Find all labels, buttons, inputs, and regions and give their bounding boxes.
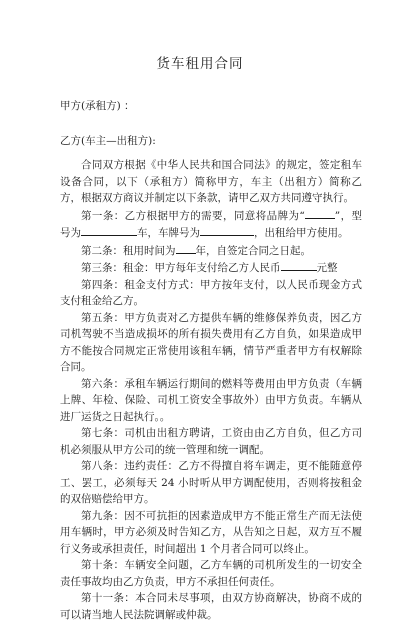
document-title: 货车租用合同: [156, 56, 244, 72]
plate-number-blank: [200, 224, 254, 236]
article-1-text-d: ，出租给甲方使用。: [254, 227, 349, 239]
contract-body: [60, 157, 362, 623]
article-8: 第八条：违约责任：乙方不得擅自将车调走，更不能随意停工、罢工，必须每天 24 小时听从甲方调配使用，否则将按租金的双倍赔偿给甲方。: [60, 460, 362, 505]
article-3: [60, 259, 362, 277]
model-blank: [81, 224, 137, 236]
article-5: 第五条：甲方负责对乙方提供车辆的维修保养负责，因乙方司机驾驶不当造成损坏的所有损失费用有乙方自负，如果造成甲方不能按合同规定正常使用该租车辆，情节严重者甲方有权解除合同。: [60, 311, 362, 373]
article-1: [60, 207, 362, 242]
article-2-text-b: 年，自签定合同之日起。: [195, 244, 311, 257]
rent-amount-blank: [281, 259, 317, 271]
article-2: [60, 242, 362, 260]
article-10: 第十条：车辆安全问题，乙方车辆的司机所发生的一切安全责任事故均由乙方负责，甲方不承担任何责任。: [60, 559, 362, 588]
brand-blank: [305, 207, 335, 219]
party-b-label: 乙方(车主—出租方):: [60, 135, 156, 147]
article-1-text-b: ”，型号为: [60, 209, 362, 239]
article-9: 第九条：因不可抗拒的因素造成甲方不能正常生产而无法使用车辆时，甲方必须及时告知乙方，从告知之日起，双方互不履行义务或承担责任，时间超出 1 个月者合同可以终止。: [60, 509, 362, 555]
article-6: 第六条：承租车辆运行期间的燃料等费用由甲方负责（车辆上牌、年检、保险、司机工资安全事故外）由甲方负责。车辆从进厂运货之日起执行。。: [60, 377, 362, 423]
article-3-text-b: 元整: [316, 262, 338, 274]
article-4: 第四条：租金支付方式：甲方按年支付，以人民币现金方式支付租金给乙方。: [60, 278, 362, 307]
article-7: 第七条：司机由出租方聘请，工资由由乙方自负，但乙方司机必须服从甲方公司的统一管理和统一调配。: [60, 427, 362, 456]
intro-paragraph: 合同双方根据《中华人民共和国合同法》的规定，签定租车设备合同，以下（承租方）简称甲方，车主（出租方）简称乙方，根据双方商议并制定以下条款，请甲乙双方共同遵守执行。: [60, 159, 362, 204]
party-a-label: 甲方(承租方) ：: [60, 100, 135, 112]
article-1-text-a: 第一条：乙方根据甲方的需要，同意将品牌为“: [81, 209, 305, 222]
article-11: 第十一条：本合同未尽事项，由双方协商解决，协商不成的可以请当地人民法院调解或仲裁。: [60, 592, 362, 621]
rental-period-blank: [176, 242, 196, 254]
article-1-text-c: 车，车牌号为: [137, 227, 200, 239]
article-3-text-a: 第三条：租金：甲方每年支付给乙方人民币: [81, 262, 281, 274]
article-2-text-a: 第二条：租用时间为: [81, 244, 176, 257]
